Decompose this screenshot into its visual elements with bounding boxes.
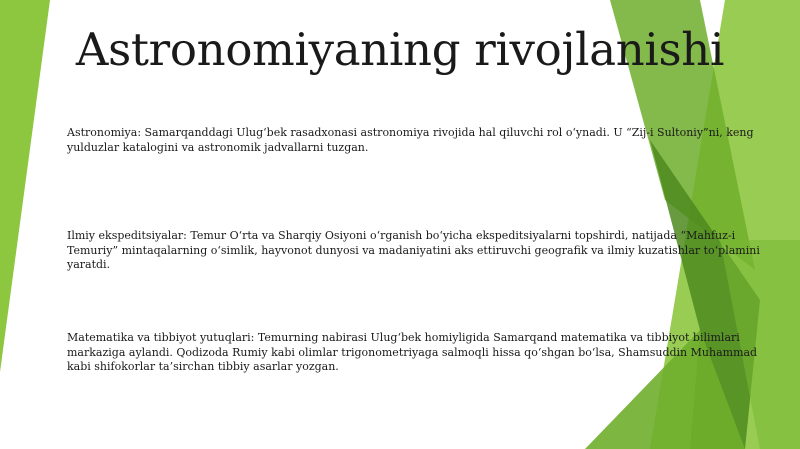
paragraph-astronomy: Astronomiya: Samarqanddagi Ulug‘bek rasadxonasi astronomiya rivojida hal qiluvchi rol o‘ynadi. U “Zij-i Sultoniy”ni, keng yulduzlar katalogini va astronomik jadvallarni tuzgan.	[67, 126, 754, 154]
paragraph-expeditions: Ilmiy ekspeditsiyalar: Temur O‘rta va Sharqiy Osiyoni o‘rganish bo‘yicha ekspeditsiyalarni topshirdi, natijada “Mahfuz-i Temuriy” mintaqalarning o‘simlik, hayvonot dunyosi va madaniyatini aks ettiruvchi geografik va ilmiy kuzatishlar to‘plamini yaratdi.	[67, 229, 760, 271]
slide-title: Astronomiyaning rivojlanishi	[75, 23, 725, 76]
paragraph-math-medicine: Matematika va tibbiyot yutuqlari: Temurning nabirasi Ulug‘bek homiyligida Samarqand matematika va tibbiyot bilimlari markaziga aylandi. Qodizoda Rumiy kabi olimlar trigonometriyaga salmoqli hissa qo‘shgan bo‘lsa, Shamsuddin Muhammad kabi shifokorlar ta’sirchan tibbiy asarlar yozgan.	[67, 331, 758, 373]
left-green-wedge	[0, 0, 50, 372]
